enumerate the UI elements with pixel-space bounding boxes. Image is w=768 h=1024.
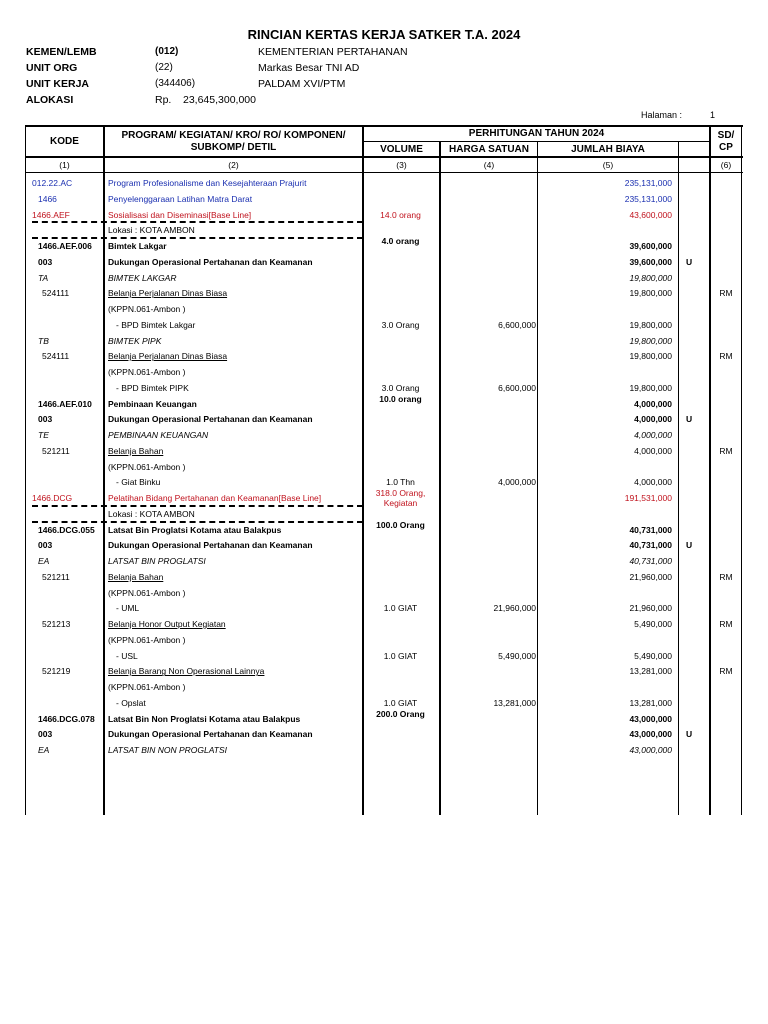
row-harga: 13,281,000 bbox=[493, 697, 536, 708]
row-uraian: (KPPN.061-Ambon ) bbox=[108, 304, 186, 314]
row-biaya: 43,000,000 bbox=[629, 713, 672, 724]
row-kode: 521213 bbox=[42, 619, 71, 629]
row-biaya: 19,800,000 bbox=[629, 351, 672, 362]
table-row bbox=[0, 585, 768, 601]
row-uraian: Penyelenggaraan Latihan Matra Darat bbox=[108, 193, 253, 204]
row-uraian: (KPPN.061-Ambon ) bbox=[108, 634, 186, 645]
row-uraian: Belanja Perjalanan Dinas Biasa bbox=[108, 351, 228, 362]
table-row bbox=[0, 459, 768, 475]
col-number-1: (1) bbox=[59, 160, 70, 170]
col-header-sd: SD/ bbox=[717, 130, 735, 141]
row-uraian: Belanja Bahan bbox=[108, 571, 164, 582]
halaman-value: 1 bbox=[710, 110, 716, 120]
table-row bbox=[0, 616, 768, 632]
row-cp: RM bbox=[719, 666, 733, 677]
alokasi-value: 23,645,300,000 bbox=[183, 94, 256, 106]
row-biaya: 43,000,000 bbox=[629, 745, 672, 755]
row-kode: 521211 bbox=[42, 445, 70, 456]
table-row bbox=[0, 191, 768, 207]
row-kode: 1466.AEF.010 bbox=[38, 398, 92, 409]
table-row bbox=[0, 411, 768, 427]
unitorg-code: (22) bbox=[155, 62, 173, 73]
row-volume: 10.0 orang bbox=[379, 393, 422, 404]
table-row bbox=[0, 490, 768, 506]
row-biaya: 4,000,000 bbox=[634, 477, 672, 488]
row-uraian: Dukungan Operasional Pertahanan dan Keamanan bbox=[108, 414, 313, 425]
table-row bbox=[0, 569, 768, 585]
row-kode: 1466 bbox=[38, 193, 57, 204]
row-biaya: 19,800,000 bbox=[629, 319, 672, 330]
halaman-label: Halaman : bbox=[641, 110, 683, 120]
table-row bbox=[0, 443, 768, 459]
row-uraian: Sosialisasi dan Diseminasi[Base Line] bbox=[108, 209, 252, 220]
row-biaya: 13,281,000 bbox=[629, 666, 672, 677]
row-kode: 524111 bbox=[42, 288, 70, 299]
row-biaya: 39,600,000 bbox=[629, 256, 672, 267]
row-uraian: Pembinaan Keuangan bbox=[108, 398, 197, 409]
row-biaya: 19,800,000 bbox=[629, 288, 672, 299]
row-uraian: Belanja Bahan bbox=[108, 445, 164, 456]
table-row bbox=[0, 285, 768, 301]
row-uraian: Belanja Perjalanan Dinas Biasa bbox=[108, 288, 228, 299]
col-header-cp: CP bbox=[719, 142, 733, 153]
row-biaya: 43,600,000 bbox=[629, 209, 672, 220]
table-row bbox=[0, 238, 768, 254]
row-kode: 1466.DCG.055 bbox=[38, 524, 95, 535]
row-uraian: Bimtek Lakgar bbox=[108, 241, 167, 251]
row-uraian: (KPPN.061-Ambon ) bbox=[108, 461, 186, 472]
table-row bbox=[0, 708, 768, 727]
row-uraian: BIMTEK PIPK bbox=[108, 335, 162, 346]
row-kode: TE bbox=[38, 430, 49, 440]
row-kode: 521211 bbox=[42, 571, 70, 582]
col-header-program-line1: PROGRAM/ KEGIATAN/ KRO/ RO/ KOMPONEN/ bbox=[121, 130, 346, 141]
row-biaya: 4,000,000 bbox=[634, 398, 672, 409]
row-kode: 003 bbox=[38, 540, 53, 551]
table-row bbox=[0, 270, 768, 286]
table-row bbox=[0, 679, 768, 695]
row-uraian: LATSAT BIN PROGLATSI bbox=[108, 556, 206, 566]
col-header-volume: VOLUME bbox=[380, 144, 423, 155]
row-kode: 003 bbox=[38, 729, 53, 740]
row-cp: RM bbox=[719, 571, 733, 582]
row-volume: 14.0 orang bbox=[380, 209, 421, 220]
table-row bbox=[0, 600, 768, 616]
row-uraian: LATSAT BIN NON PROGLATSI bbox=[108, 745, 228, 755]
row-biaya: 235,131,000 bbox=[624, 193, 672, 204]
col-number-2: (2) bbox=[228, 160, 239, 170]
row-uraian: Dukungan Operasional Pertahanan dan Keamanan bbox=[108, 540, 313, 551]
col-header-program-line2: SUBKOMP/ DETIL bbox=[190, 142, 277, 153]
document-title: RINCIAN KERTAS KERJA SATKER T.A. 2024 bbox=[247, 27, 521, 42]
row-uraian: - USL bbox=[116, 650, 138, 661]
row-biaya: 13,281,000 bbox=[629, 697, 672, 708]
row-cp: RM bbox=[719, 351, 733, 362]
row-uraian: Dukungan Operasional Pertahanan dan Keamanan bbox=[108, 729, 313, 740]
row-uraian: Dukungan Operasional Pertahanan dan Keamanan bbox=[108, 256, 313, 267]
row-biaya: 4,000,000 bbox=[634, 430, 672, 440]
table-row bbox=[0, 632, 768, 648]
row-uraian: - BPD Bimtek PIPK bbox=[116, 382, 189, 393]
table-row bbox=[0, 317, 768, 333]
row-uraian: - BPD Bimtek Lakgar bbox=[116, 319, 196, 330]
table-row bbox=[0, 364, 768, 380]
row-harga: 21,960,000 bbox=[493, 603, 536, 614]
lokasi-divider-top bbox=[32, 505, 363, 507]
unitorg-value: Markas Besar TNI AD bbox=[258, 62, 360, 74]
row-kode: 003 bbox=[38, 414, 53, 425]
row-biaya: 39,600,000 bbox=[629, 241, 672, 251]
row-biaya: 21,960,000 bbox=[629, 603, 672, 614]
col-number-5: (5) bbox=[602, 160, 614, 170]
unitkerja-value: PALDAM XVI/PTM bbox=[258, 78, 346, 90]
row-uraian: (KPPN.061-Ambon ) bbox=[108, 367, 186, 377]
row-kode: 012.22.AC bbox=[32, 178, 73, 188]
kemenlemb-value: KEMENTERIAN PERTAHANAN bbox=[258, 46, 408, 58]
row-biaya: 5,490,000 bbox=[634, 619, 672, 629]
col-header-kode: KODE bbox=[50, 136, 79, 147]
row-volume: 318.0 Orang, bbox=[375, 488, 426, 498]
row-volume: 1.0 Thn bbox=[386, 477, 415, 488]
alokasi-currency: Rp. bbox=[155, 94, 172, 106]
row-harga: 5,490,000 bbox=[498, 650, 536, 661]
table-row bbox=[0, 393, 768, 412]
kemenlemb-label: KEMEN/LEMB bbox=[26, 46, 97, 58]
row-biaya: 40,731,000 bbox=[629, 524, 672, 535]
table-row bbox=[0, 348, 768, 364]
kemenlemb-code: (012) bbox=[155, 46, 179, 57]
row-cp: RM bbox=[719, 288, 733, 299]
row-biaya: 21,960,000 bbox=[629, 571, 672, 582]
table-row bbox=[0, 175, 768, 191]
row-kode: 1466.DCG.078 bbox=[38, 713, 95, 724]
row-uraian: Belanja Barang Non Operasional Lainnya bbox=[108, 666, 265, 677]
unitkerja-label: UNIT KERJA bbox=[26, 78, 90, 90]
table-row bbox=[0, 301, 768, 317]
table-row bbox=[0, 519, 768, 538]
row-kode: 521219 bbox=[42, 666, 71, 677]
row-biaya: 4,000,000 bbox=[634, 445, 672, 456]
table-row bbox=[0, 537, 768, 553]
table-row bbox=[0, 742, 768, 758]
table-row bbox=[0, 726, 768, 742]
row-volume-line2: Kegiatan bbox=[383, 498, 418, 508]
row-kode: TA bbox=[38, 272, 49, 283]
row-kode: EA bbox=[38, 745, 50, 755]
row-uraian: Latsat Bin Non Proglatsi Kotama atau Balakpus bbox=[108, 713, 301, 724]
row-volume: 3.0 Orang bbox=[381, 319, 420, 330]
row-harga: 4,000,000 bbox=[498, 477, 536, 488]
row-cp: RM bbox=[719, 619, 733, 629]
row-kode: 524111 bbox=[42, 351, 70, 362]
row-uraian: BIMTEK LAKGAR bbox=[108, 272, 177, 283]
row-uraian: - Opslat bbox=[116, 697, 146, 708]
col-number-6: (6) bbox=[720, 160, 732, 170]
table-row bbox=[0, 427, 768, 443]
col-number-4: (4) bbox=[483, 160, 495, 170]
unitkerja-code: (344406) bbox=[155, 78, 196, 89]
row-biaya: 4,000,000 bbox=[634, 414, 672, 425]
row-biaya: 5,490,000 bbox=[634, 650, 672, 661]
row-cp: RM bbox=[719, 445, 733, 456]
row-sd: U bbox=[686, 729, 693, 740]
row-biaya: 19,800,000 bbox=[629, 272, 672, 283]
row-uraian: (KPPN.061-Ambon ) bbox=[108, 587, 186, 598]
row-biaya: 40,731,000 bbox=[629, 540, 672, 551]
table-row bbox=[0, 553, 768, 569]
row-uraian: Belanja Honor Output Kegiatan bbox=[108, 619, 226, 629]
row-kode: 003 bbox=[38, 256, 53, 267]
row-uraian: - Giat Binku bbox=[116, 477, 161, 488]
row-volume: 1.0 GIAT bbox=[383, 650, 418, 661]
row-uraian: PEMBINAAN KEUANGAN bbox=[108, 430, 209, 440]
alokasi-label: ALOKASI bbox=[26, 94, 74, 106]
row-biaya: 19,800,000 bbox=[629, 335, 672, 346]
row-uraian: Program Profesionalisme dan Kesejahteraan Prajurit bbox=[108, 178, 307, 188]
col-header-jumlah: JUMLAH BIAYA bbox=[571, 144, 645, 155]
row-harga: 6,600,000 bbox=[498, 319, 536, 330]
col-header-perhitungan: PERHITUNGAN TAHUN 2024 bbox=[468, 128, 605, 139]
row-biaya: 43,000,000 bbox=[629, 729, 672, 740]
row-kode: EA bbox=[38, 556, 50, 566]
row-kode: 1466.DCG bbox=[32, 493, 73, 503]
row-kode: TB bbox=[38, 335, 49, 346]
row-sd: U bbox=[686, 540, 693, 551]
table-row bbox=[0, 333, 768, 349]
table-row bbox=[0, 254, 768, 270]
row-biaya: 19,800,000 bbox=[629, 382, 672, 393]
col-header-harga: HARGA SATUAN bbox=[449, 144, 529, 155]
row-uraian: (KPPN.061-Ambon ) bbox=[108, 682, 186, 692]
row-harga: 6,600,000 bbox=[498, 382, 536, 393]
row-kode: 1466.AEF bbox=[32, 209, 70, 220]
row-volume: 4.0 orang bbox=[381, 236, 420, 246]
row-volume: 1.0 GIAT bbox=[383, 697, 418, 708]
row-volume: 3.0 Orang bbox=[381, 382, 420, 393]
row-uraian: - UML bbox=[116, 603, 140, 614]
lokasi-divider-top bbox=[32, 221, 363, 223]
row-uraian: Lokasi : KOTA AMBON bbox=[108, 225, 195, 236]
row-biaya: 235,131,000 bbox=[624, 178, 672, 188]
table-row bbox=[0, 663, 768, 679]
row-kode: 1466.AEF.006 bbox=[38, 241, 92, 251]
col-number-3: (3) bbox=[396, 160, 407, 170]
row-sd: U bbox=[686, 414, 693, 425]
table-row bbox=[0, 648, 768, 664]
row-volume: 100.0 Orang bbox=[376, 519, 425, 530]
row-volume: 200.0 Orang bbox=[376, 708, 425, 719]
row-uraian: Pelatihan Bidang Pertahanan dan Keamanan[Base Line] bbox=[108, 493, 322, 503]
row-uraian: Latsat Bin Proglatsi Kotama atau Balakpus bbox=[108, 524, 282, 535]
row-volume: 1.0 GIAT bbox=[383, 603, 418, 614]
row-uraian: Lokasi : KOTA AMBON bbox=[108, 508, 195, 519]
unitorg-label: UNIT ORG bbox=[26, 62, 78, 74]
row-biaya: 191,531,000 bbox=[624, 493, 672, 503]
table-row bbox=[0, 207, 768, 223]
row-biaya: 40,731,000 bbox=[629, 556, 672, 566]
row-sd: U bbox=[686, 256, 693, 267]
